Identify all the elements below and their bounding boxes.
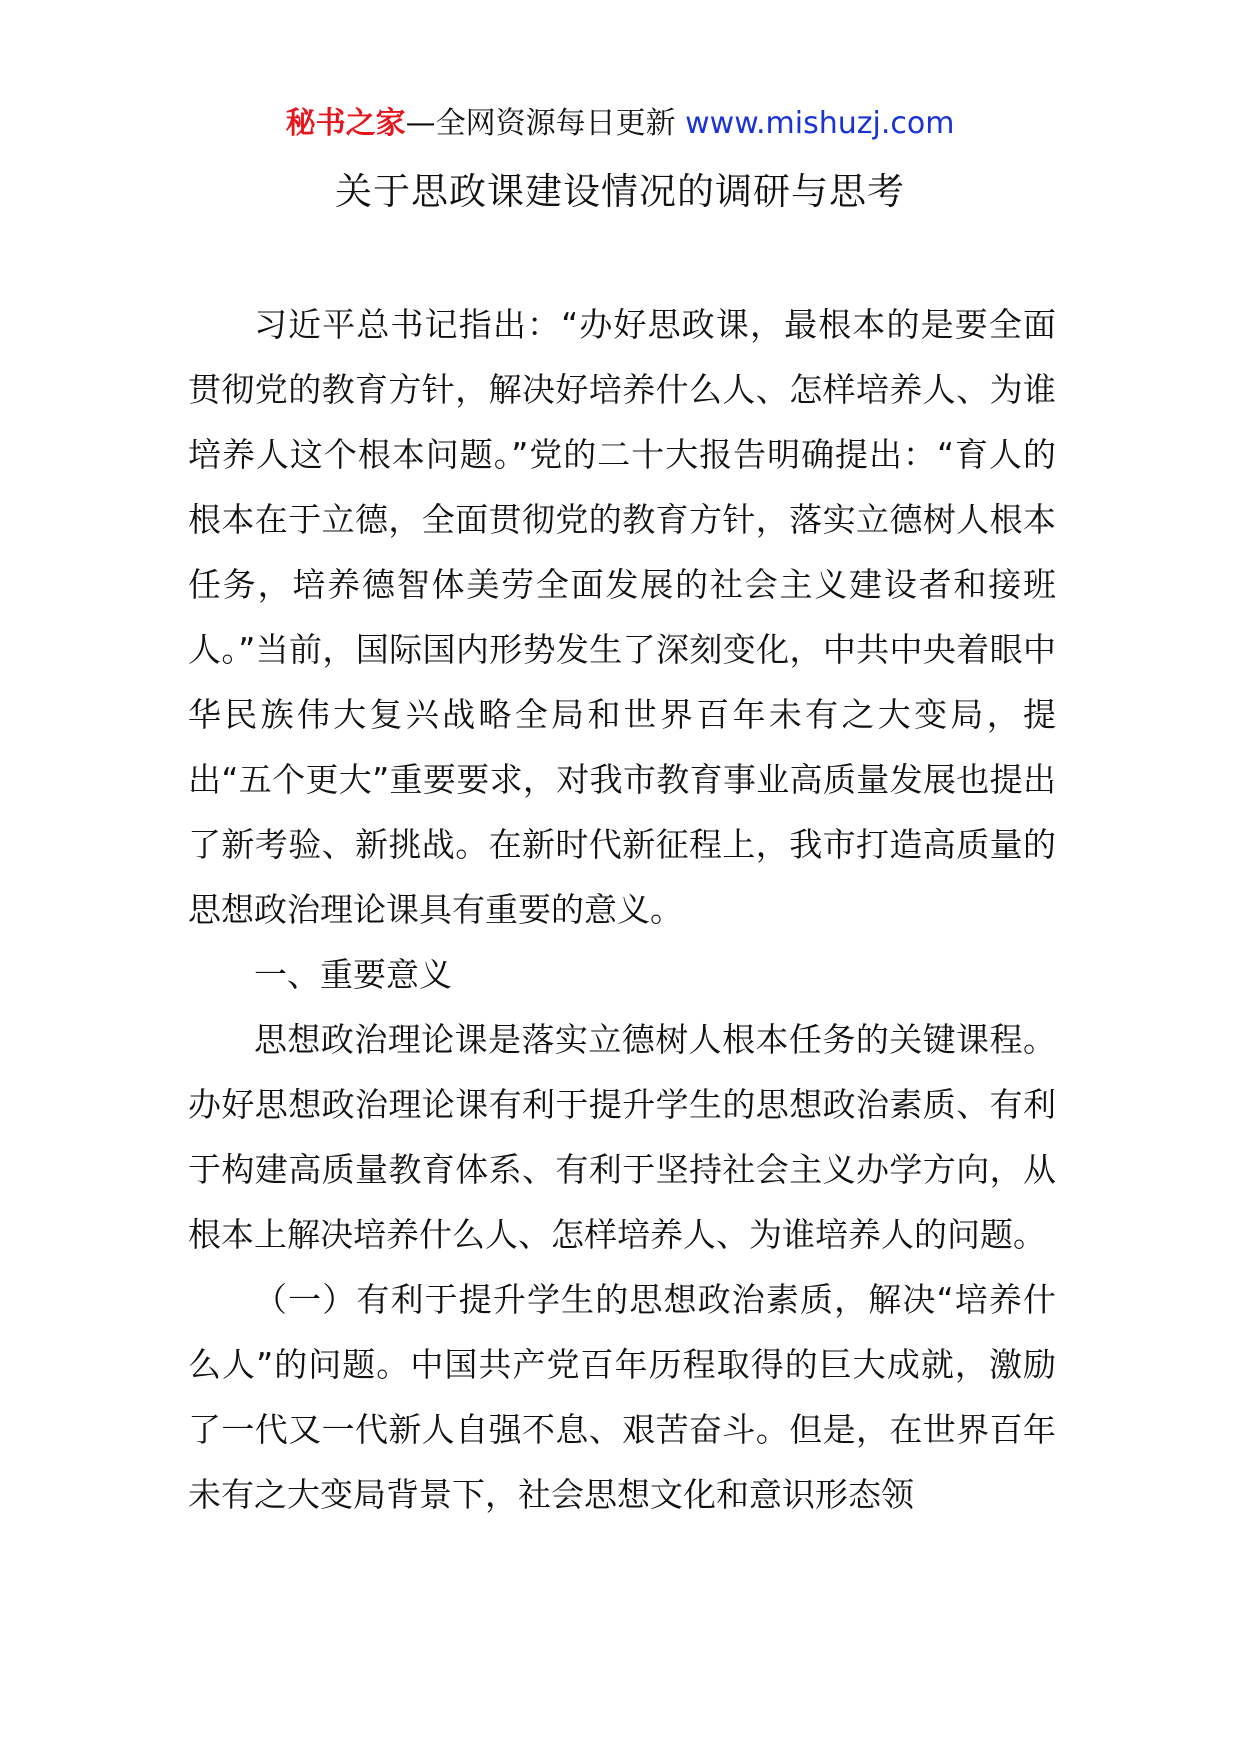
document-body	[188, 292, 1056, 1527]
body-paragraph: 思想政治理论课是落实立德树人根本任务的关键课程。办好思想政治理论课有利于提升学生的思想政治素质、有利于构建高质量教育体系、有利于坚持社会主义办学方向，从根本上解决培养什么人、怎样培养人、为谁培养人的问题。	[188, 1020, 1056, 1254]
site-header	[0, 100, 1240, 148]
site-url-link[interactable]: www.mishuzj.com	[685, 106, 955, 141]
document-title: 关于思政课建设情况的调研与思考	[335, 170, 905, 213]
body-paragraph: （一）有利于提升学生的思想政治素质，解决“培养什么人”的问题。中国共产党百年历程取得的巨大成就，激励了一代又一代新人自强不息、艰苦奋斗。但是，在世界百年未有之大变局背景下，社会思想文化和意识形态领	[188, 1280, 1056, 1514]
intro-paragraph: 习近平总书记指出：“办好思政课，最根本的是要全面贯彻党的教育方针，解决好培养什么人、怎样培养人、为谁培养人这个根本问题。”党的二十大报告明确提出：“育人的根本在于立德，全面贯彻党的教育方针，落实立德树人根本任务，培养德智体美劳全面发展的社会主义建设者和接班人。”当前，国际国内形势发生了深刻变化，中共中央着眼中华民族伟大复兴战略全局和世界百年未有之大变局，提出“五个更大”重要要求，对我市教育事业高质量发展也提出了新考验、新挑战。在新时代新征程上，我市打造高质量的思想政治理论课具有重要的意义。	[188, 305, 1056, 929]
brand-name: 秘书之家	[285, 106, 406, 141]
section-heading-significance: 一、重要意义	[254, 955, 452, 994]
header-tagline: —全网资源每日更新	[405, 106, 686, 141]
